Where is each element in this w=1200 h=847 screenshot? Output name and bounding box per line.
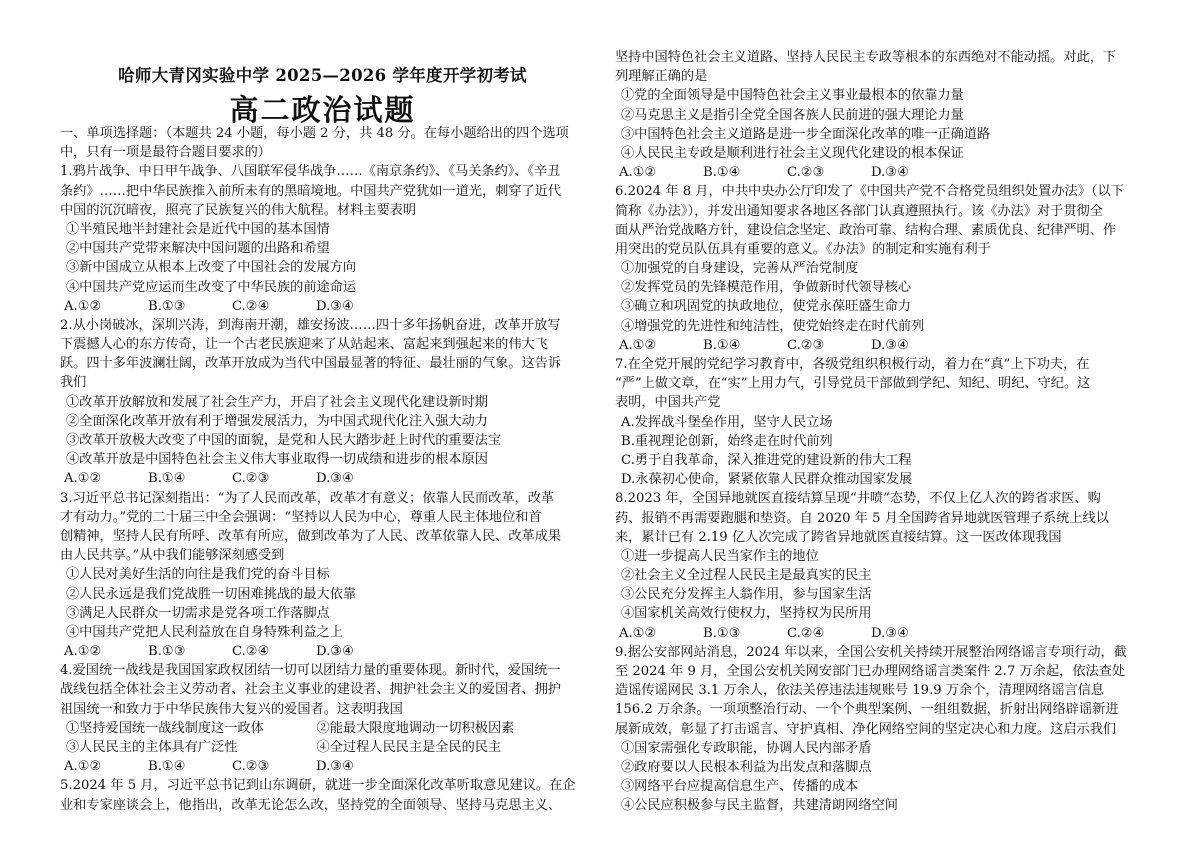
- option-line: ④国家机关高效行使权力，坚持权为民所用: [621, 606, 872, 622]
- answer-option: B.①④: [703, 337, 741, 353]
- answer-option: B.①④: [148, 471, 186, 487]
- text-line: 造谣传谣网民 3.1 万余人，依法关停违法违规账号 19.9 万余个，清理网络谣言信息: [615, 683, 1105, 699]
- answer-option: B.①④: [148, 759, 186, 775]
- answer-option: A.①②: [64, 759, 102, 775]
- answer-option: D.③④: [871, 625, 909, 641]
- answer-options: [615, 163, 1145, 182]
- option-line: ③满足人民群众一切需求是党各项工作落脚点: [66, 605, 330, 621]
- option-line: ③网络平台应提高信息生产、传播的成本: [621, 779, 859, 795]
- answer-option: D.③④: [316, 298, 354, 314]
- answer-options: [60, 469, 585, 488]
- option-line: ②马克思主义是指引全党全国各族人民前进的强大理论力量: [621, 107, 964, 123]
- text-line: 面从严治党战略方针，建设信念坚定、政治可靠、结构合理、素质优良、纪律严明、作: [615, 222, 1117, 238]
- option-line: ③人民民主的主体具有广泛性 ④全过程人民民主是全民的民主: [66, 740, 502, 755]
- text-line: 8.2023 年，全国异地就医直接结算呈现“井喷”态势，不仅上亿人次的跨省求医、购: [615, 491, 1101, 507]
- text-line: 列理解正确的是: [615, 69, 708, 85]
- text-line: 我们: [60, 375, 87, 391]
- option-line: ①国家需强化专政职能，协调人民内部矛盾: [621, 740, 872, 756]
- option-line: ③公民充分发挥主人翁作用，参与国家生活: [621, 587, 872, 603]
- option-line: ④人民民主专政是顺利进行社会主义现代化建设的根本保证: [621, 145, 964, 161]
- answer-option: C.②④: [787, 625, 825, 641]
- answer-option: A.①②: [619, 625, 657, 641]
- answer-option: D.③④: [316, 471, 354, 487]
- answer-option: A.①②: [619, 337, 657, 353]
- answer-options: [60, 297, 585, 316]
- answer-options: [615, 624, 1145, 643]
- option-line: ②中国共产党带来解决中国问题的出路和希望: [66, 241, 330, 257]
- text-line: 9.据公安部网站消息，2024 年以来，全国公安机关持续开展整治网络谣言专项行动，截: [615, 644, 1127, 660]
- text-line: 中，只有一项是最符合题目要求的）: [60, 145, 271, 161]
- answer-option: A.①②: [64, 471, 102, 487]
- text-line: 药、报销不再需要跑腿和垫资。自 2020 年 5 月全国跨省异地就医管理子系统上线以: [615, 510, 1109, 526]
- text-line: 才有动力。”党的二十届三中全会强调：“坚持以人民为中心，尊重人民主体地位和首: [60, 509, 542, 525]
- text-line: 下震撼人心的东方传奇，让一个古老民族迎来了从站起来、富起来到强起来的伟大飞: [60, 337, 548, 353]
- text-line: 156.2 万余条。一项项整治行动、一个个典型案例、一组组数据，折射出网络辟谣新进: [615, 702, 1119, 718]
- answer-options: [60, 757, 585, 776]
- option-line: ④中国共产党把人民利益放在自身特殊利益之上: [66, 624, 343, 640]
- option-line: C.勇于自我革命，深入推进党的建设新的伟大工程: [621, 452, 912, 468]
- right-column-text: [615, 48, 1145, 816]
- answer-option: C.②③: [232, 471, 270, 487]
- option-line: ①半殖民地半封建社会是近代中国的基本国情: [66, 221, 330, 237]
- answer-option: C.②③: [787, 165, 825, 181]
- text-line: 6.2024 年 8 月，中共中央办公厅印发了《中国共产党不合格党员组织处置办法》（以下: [615, 184, 1124, 200]
- option-line: ④增强党的先进性和纯洁性，使党始终走在时代前列: [621, 318, 925, 334]
- option-line: D.永葆初心使命，紧紧依靠人民群众推动国家发展: [621, 472, 913, 488]
- option-line: ①党的全面领导是中国特色社会主义事业最根本的依靠力量: [621, 88, 964, 104]
- answer-options: [60, 642, 585, 661]
- text-line: 2.从小岗破冰，深圳兴涛，到海南开潮，雄安扬波……四十多年扬帆奋进，改革开放写: [60, 317, 561, 333]
- text-line: 创精神，坚持人民有所呼、改革有所应，做到改革为了人民、改革依靠人民、改革成果: [60, 528, 562, 544]
- answer-option: D.③④: [316, 644, 354, 660]
- option-line: ③新中国成立从根本上改变了中国社会的发展方向: [66, 260, 357, 276]
- text-line: 一、单项选择题：（本题共 24 小题，每小题 2 分，共 48 分。在每小题给出的四个选项: [60, 126, 569, 141]
- subject-title: 高二政治试题: [229, 93, 416, 127]
- option-line: ②政府要以人民根本利益为出发点和落脚点: [621, 759, 872, 775]
- answer-option: D.③④: [871, 337, 909, 353]
- answer-option: B.①③: [148, 298, 186, 314]
- text-line: 祖国统一和致力于中华民族伟大复兴的爱国者。这表明我国: [60, 701, 403, 717]
- text-line: 来，累计已有 2.19 亿人次完成了跨省异地就医直接结算。这一医改体现我国: [615, 529, 1062, 545]
- text-line: 跃。四十多年波澜壮阔，改革开放成为当代中国最显著的特征、最壮丽的气象。这告诉: [60, 356, 562, 372]
- option-line: ①进一步提高人民当家作主的地位: [621, 548, 819, 564]
- option-line: ①人民对美好生活的向往是我们党的奋斗目标: [66, 567, 330, 583]
- option-line: ④改革开放是中国特色社会主义伟大事业取得一切成绩和进步的根本原因: [66, 452, 488, 468]
- answer-option: C.②③: [232, 759, 270, 775]
- text-line: 4.爱国统一战线是我国国家政权团结一切可以团结力量的重要体现。新时代，爱国统一: [60, 663, 561, 679]
- option-line: ④公民应积极参与民主监督，共建清朗网络空间: [621, 798, 898, 814]
- option-line: B.重视理论创新，始终走在时代前列: [621, 433, 833, 449]
- option-line: ①坚持爱国统一战线制度这一政体 ②能最大限度地调动一切积极因素: [66, 720, 515, 736]
- option-line: ③确立和巩固党的执政地位，使党永葆旺盛生命力: [621, 299, 912, 315]
- option-line: ①改革开放解放和发展了社会生产力，开启了社会主义现代化建设新时期: [66, 394, 488, 410]
- answer-option: A.①②: [64, 644, 102, 660]
- answer-option: B.①③: [703, 625, 741, 641]
- option-line: ①加强党的自身建设，完善从严治党制度: [621, 261, 859, 277]
- text-line: 坚持中国特色社会主义道路、坚持人民民主专政等根本的东西绝对不能动摇。对此，下: [615, 50, 1117, 65]
- answer-option: D.③④: [871, 165, 909, 181]
- answer-option: C.②④: [232, 644, 270, 660]
- text-line: 5.2024 年 5 月，习近平总书记到山东调研，就进一步全面深化改革听取意见建议。在企: [60, 778, 576, 794]
- text-line: 至 2024 年 9 月，全国公安机关网安部门已办理网络谣言类案件 2.7 万余起，依法查处: [615, 664, 1126, 679]
- text-line: 1.鸦片战争、中日甲午战争、八国联军侵华战争……《南京条约》、《马关条约》、《辛丑: [60, 164, 561, 180]
- text-line: 表明，中国共产党: [615, 395, 721, 411]
- answer-option: A.①②: [619, 165, 657, 181]
- text-line: “严”上做文章，在“实”上用力气，引导党员干部做到学纪、知纪、明纪、守纪。这: [615, 376, 1091, 392]
- answer-option: C.②④: [232, 298, 270, 314]
- option-line: ③中国特色社会主义道路是进一步全面深化改革的唯一正确道路: [621, 126, 991, 142]
- text-line: 战线包括全体社会主义劳动者、社会主义事业的建设者、拥护社会主义的爱国者、拥护: [60, 682, 562, 698]
- answer-option: D.③④: [316, 759, 354, 775]
- option-line: ③改革开放极大改变了中国的面貌，是党和人民大踏步赶上时代的重要法宝: [66, 433, 502, 448]
- text-line: 用突出的党员队伍具有重要的意义。《办法》的制定和实施有利于: [615, 241, 991, 257]
- answer-option: B.①④: [703, 165, 741, 181]
- exam-title: 哈师大青冈实验中学 2025—2026 学年度开学初考试: [118, 66, 527, 85]
- option-line: ②社会主义全过程人民民主是最真实的民主: [621, 568, 872, 584]
- text-line: 条约》……把中华民族推入前所未有的黑暗境地。中国共产党犹如一道光，刺穿了近代: [60, 183, 562, 199]
- answer-option: C.②③: [787, 337, 825, 353]
- text-line: 7.在全党开展的党纪学习教育中，各级党组织积极行动，着力在“真”上下功夫，在: [615, 357, 1090, 372]
- option-line: ②全面深化改革开放有利于增强发展活力，为中国式现代化注入强大动力: [66, 413, 488, 429]
- option-line: ②发挥党员的先锋模范作用，争做新时代领导核心: [621, 280, 912, 296]
- answer-option: A.①②: [64, 298, 102, 314]
- option-line: ④中国共产党应运而生改变了中华民族的前途命运: [66, 279, 357, 295]
- text-line: 业和专家座谈会上，他指出，改革无论怎么改，坚持党的全面领导、坚持马克思主义、: [60, 797, 562, 813]
- text-line: 由人民共享。”从中我们能够深刻感受到: [60, 548, 285, 564]
- option-line: ②人民永远是我们党战胜一切困难挑战的最大依靠: [66, 586, 357, 602]
- text-line: 中国的沉沉暗夜，照亮了民族复兴的伟大航程。材料主要表明: [60, 202, 417, 218]
- answer-option: B.①③: [148, 644, 186, 660]
- text-line: 展新成效，彰显了打击谣言、守护真相、净化网络空间的坚定决心和力度。这启示我们: [615, 721, 1117, 737]
- text-line: 简称《办法》），并发出通知要求各地区各部门认真遵照执行。该《办法》对于贯彻全: [615, 203, 1103, 219]
- text-line: 3.习近平总书记深刻指出：“为了人民而改革，改革才有意义；依靠人民而改革，改革: [60, 490, 555, 506]
- left-column-text: [60, 124, 585, 815]
- answer-options: [615, 336, 1145, 355]
- option-line: A.发挥战斗堡垒作用，坚守人民立场: [621, 414, 833, 430]
